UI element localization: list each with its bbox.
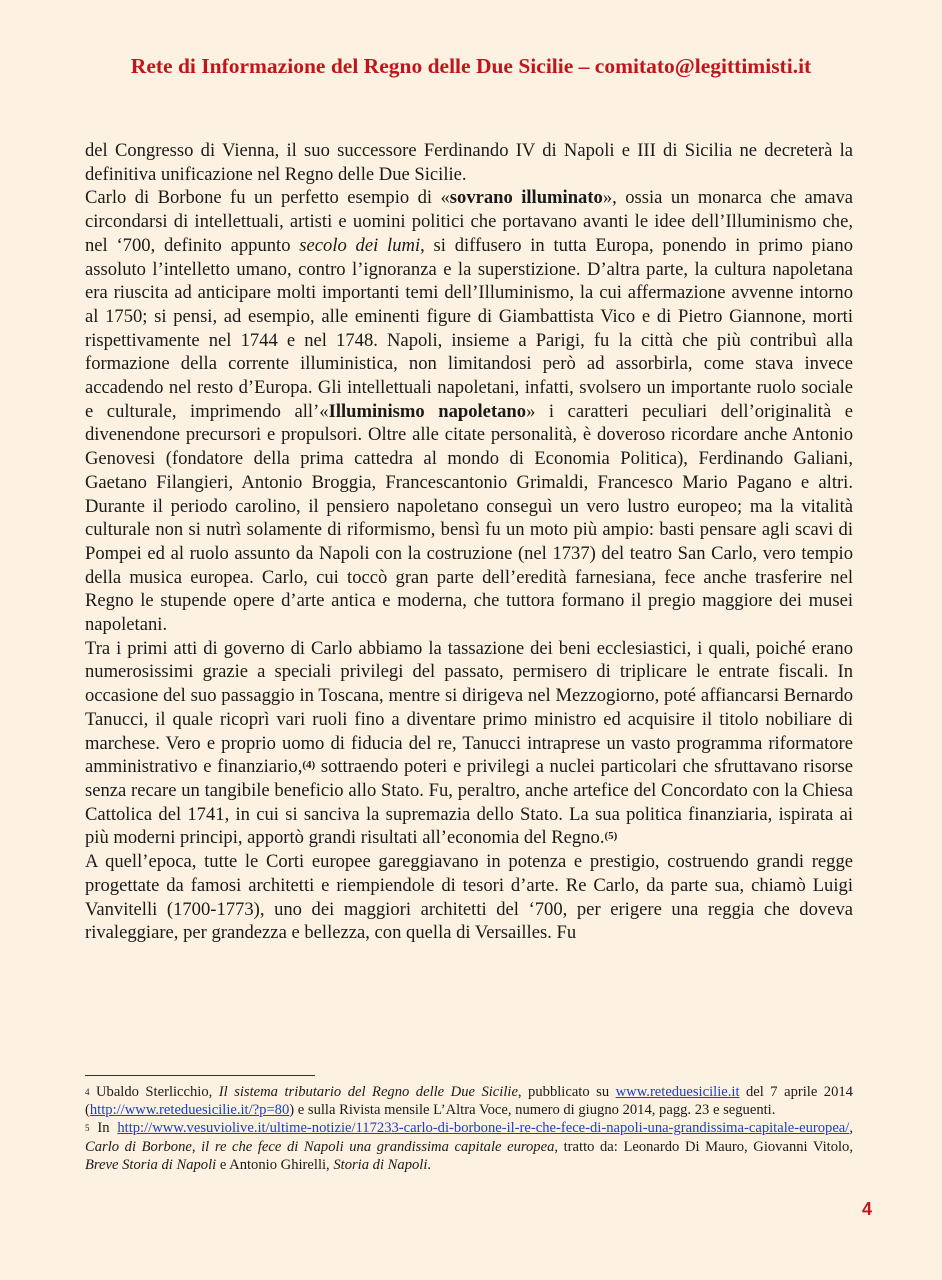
paragraph-4: A quell’epoca, tutte le Corti europee gareggiavano in potenza e prestigio, costruendo grandi regge progettate da famosi architetti e riempiendole di tesori d’arte. Re Carlo, da parte sua, chiamò Luigi Vanvitelli (1700-1773), uno dei maggiori architetti del ‘700, per erigere una reggia che doveva rivaleggiare, per grandezza e bellezza, con quella di Versailles. Fu [85,851,853,944]
page-number: 4 [862,1199,873,1219]
page-header: Rete di Informazione del Regno delle Due Sicilie – comitato@legittimisti.it [130,54,812,78]
paragraph-2: Carlo di Borbone fu un perfetto esempio di «sovrano illuminato», ossia un monarca che amava circondarsi di intellettuali, artisti e uomini politici che portavano avanti le idee dell’Illuminismo che, nel ‘700, definito appunto secolo dei lumi, si diffusero in tutta Europa, ponendo in primo piano assoluto l’intelletto umano, contro l’ignoranza e la superstizione. D’altra parte, la cultura napoletana era riuscita ad anticipare molti importanti temi dell’Illuminismo, la cui affermazione avvenne intorno al 1750; si pensi, ad esempio, alle eminenti figure di Giambattista Vico e di Pietro Giannone, morti rispettivamente nel 1744 e nel 1748. Napoli, insieme a Parigi, fu la città che più contribuì alla formazione della corrente illuministica, non limitandosi però ad assorbirla, come stava invece accadendo nel resto d’Europa. Gli intellettuali napoletani, infatti, svolsero un importante ruolo sociale e culturale, imprimendo all’«Illuminismo napoletano» i caratteri peculiari dell’originalità e divenendone precursori e propulsori. Oltre alle citate personalità, è doveroso ricordare anche Antonio Genovesi (fondatore della prima cattedra al mondo di Economia Politica), Ferdinando Galiani, Gaetano Filangieri, Antonio Broggia, Francescantonio Grimaldi, Francesco Mario Pagano e altri. Durante il periodo carolino, il pensiero napoletano conseguì un vero lustro europeo; ma la vitalità culturale non si nutrì solamente di riformismo, bensì fu un moto più ampio: basti pensare agli scavi di Pompei ed al ruolo assunto da Napoli con la costruzione (nel 1737) del teatro San Carlo, vero tempio della musica europea. Carlo, cui toccò gran parte dell’eredità farnesiana, fece anche trasferire nel Regno le stupende opere d’arte antica e moderna, che tuttora formano il pregio maggiore dei musei napoletani. [85,187,854,636]
body-text [85,139,853,945]
footnote-5: $^5$ In http://www.vesuviolive.it/ultime-notizie/117233-carlo-di-borbone-il-re-che-fece-di-napoli-una-grandissima-capitale-europea/, Carlo di Borbone, il re che fece di Napoli una grandissima capitale europea, tratto da: Leonardo Di Mauro, Giovanni Vitolo, Breve Storia di Napoli e Antonio Ghirelli, Storia di Napoli. [85,1120,854,1173]
link-reteduesicilie-p80[interactable]: http://www.reteduesicilie.it/?p=80 [89,1102,290,1119]
footnote-ref-5[interactable]: (5) [604,830,618,843]
italic-secolo-dei-lumi: secolo dei lumi [299,234,421,256]
footnote-4: $^4$ Ubaldo Sterlicchio, Il sistema tributario del Regno delle Due Sicilie, pubblicato su www.reteduesicilie.it del 7 aprile 2014 (http://www.reteduesicilie.it/?p=80) e sulla Rivista mensile L’Altra Voce, numero di giugno 2014, pagg. 23 e seguenti. [85,1084,853,1119]
bold-sovrano-illuminato: sovrano illuminato [449,187,603,209]
paragraph-3: Tra i primi atti di governo di Carlo abbiamo la tassazione dei beni ecclesiastici, i quali, poiché erano numerosissimi grazie a speciali privilegi del passato, permisero di triplicare le entrate fiscali. In occasione del suo passaggio in Toscana, mentre si dirigeva nel Mezzogiorno, poté affiancarsi Bernardo Tanucci, il quale ricoprì vari ruoli fino a diventare primo ministro ed acquisire il titolo nobiliare di marchese. Vero e proprio uomo di fiducia del re, Tanucci intraprese un vasto programma riformatore amministrativo e finanziario,$^{(4)}$ sottraendo poteri e privilegi a nuclei particolari che sfruttavano risorse senza recare un tangibile beneficio allo Stato. Fu, peraltro, anche artefice del Concordato con la Chiesa Cattolica del 1741, in cui si sanciva la supremazia dello Stato. La sua politica finanziaria, ispirata ai più moderni principi, apportò grandi risultati all’economia del Regno.$^{(5)}$ [85,637,853,849]
footnote-number-4: 4 [85,1087,90,1097]
paragraph-1: del Congresso di Vienna, il suo successore Ferdinando IV di Napoli e III di Sicilia ne decreterà la definitiva unificazione nel Regno delle Due Sicilie. [85,140,853,185]
footnote-ref-4[interactable]: (4) [302,759,316,772]
link-vesuviolive[interactable]: http://www.vesuviolive.it/ultime-notizie/117233-carlo-di-borbone-il-re-che-fece-di-napoli-una-grandissima-capitale-europea/ [117,1120,850,1137]
bold-illuminismo-napoletano: Illuminismo napoletano [328,400,527,422]
footnote-separator [85,1075,315,1076]
footnote-number-5: 5 [85,1123,90,1134]
footnotes [85,1083,853,1174]
link-reteduesicilie[interactable]: www.reteduesicilie.it [615,1084,740,1100]
